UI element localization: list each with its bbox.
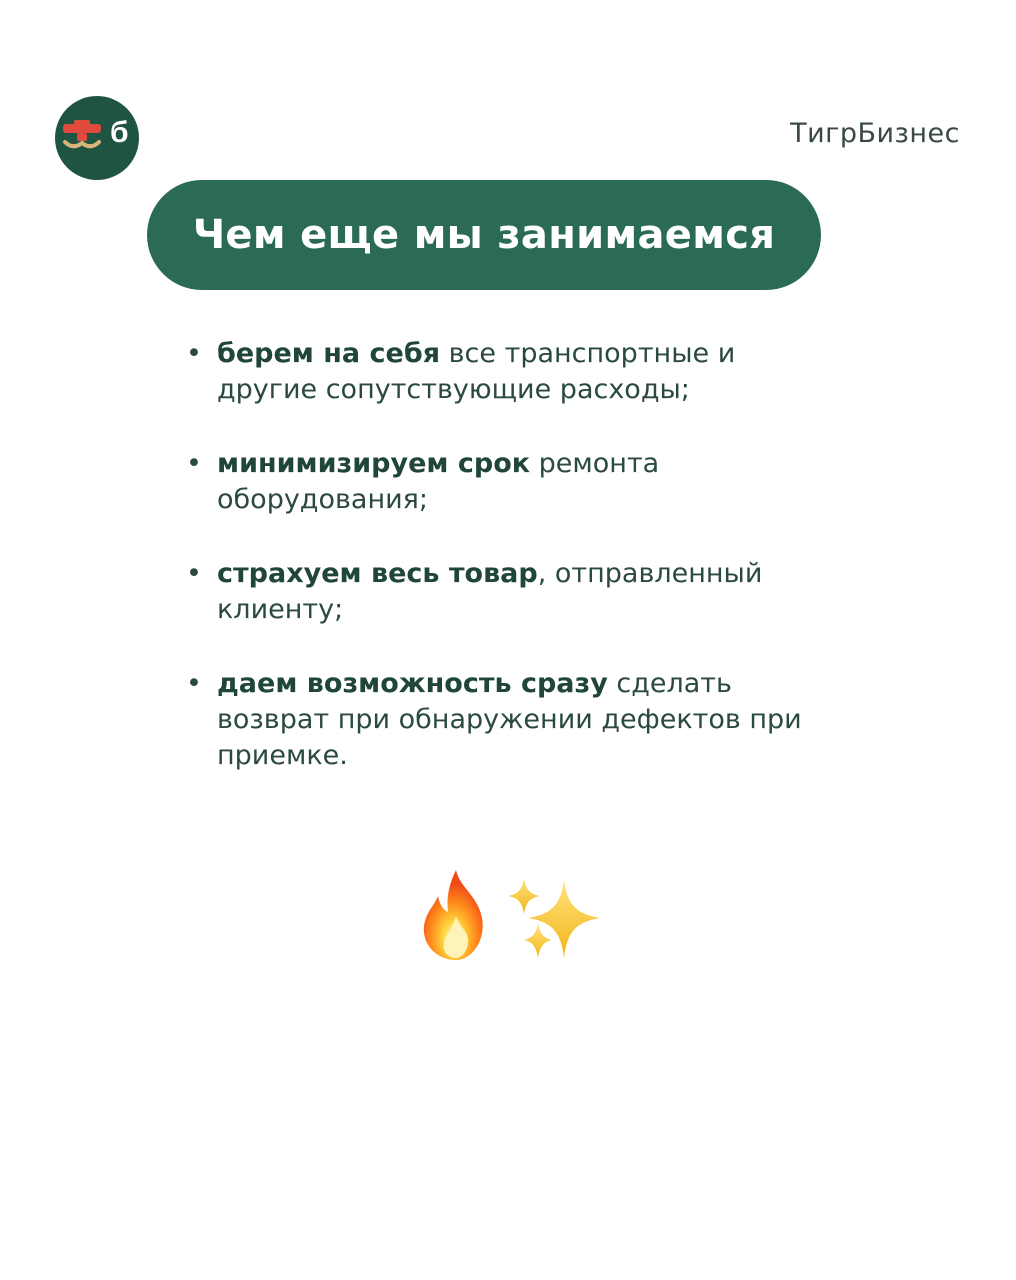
item-bold-text: минимизируем срок: [217, 448, 531, 479]
fire-icon: [424, 870, 483, 960]
tiger-logo-icon: [55, 96, 139, 180]
sparkles-icon: [508, 878, 600, 958]
item-text: сделать возврат при обнаружении дефектов при приемке.: [217, 668, 802, 771]
list-item: [186, 666, 826, 774]
logo-letter: б: [110, 116, 129, 149]
services-list: [186, 336, 826, 812]
item-bold-text: страхуем весь товар: [217, 558, 538, 589]
list-item: [186, 336, 826, 408]
item-text: все транспортные и другие сопутствующие расходы;: [217, 338, 736, 405]
item-text: ремонта оборудования;: [217, 448, 660, 515]
title-pill: [147, 180, 821, 290]
bullet: •: [186, 448, 202, 479]
emoji-row: [416, 866, 606, 966]
item-bold-text: берем на себя: [217, 338, 441, 369]
item-text: , отправленный клиенту;: [217, 558, 763, 625]
item-bold-text: даем возможность сразу: [217, 668, 608, 699]
bullet: •: [186, 338, 202, 369]
brand-logo: [55, 96, 139, 180]
list-item: [186, 446, 826, 518]
bullet: •: [186, 668, 202, 699]
page-title: Чем еще мы занимаемся: [192, 212, 776, 258]
bullet: •: [186, 558, 202, 589]
brand-name: ТигрБизнес: [790, 118, 960, 149]
list-item: [186, 556, 826, 628]
